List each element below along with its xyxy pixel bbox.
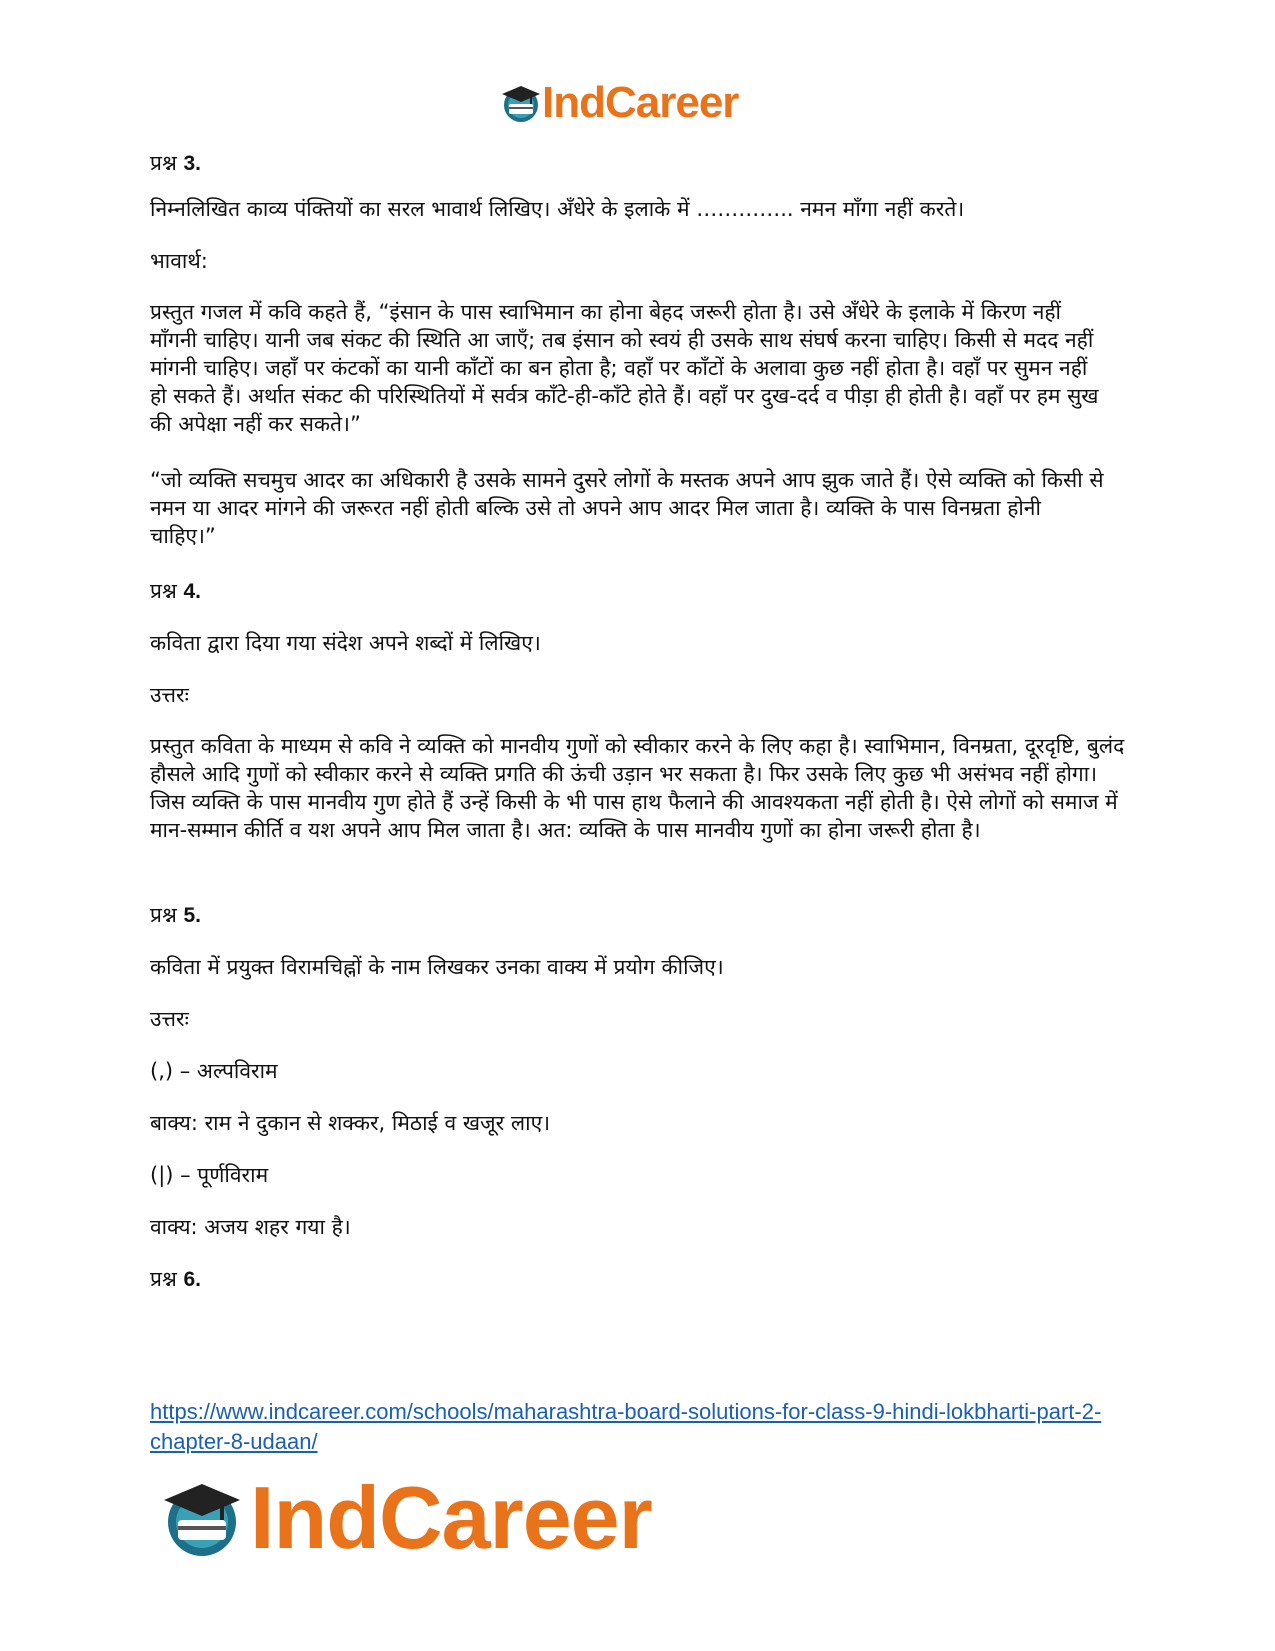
graduation-cap-book-icon <box>500 82 542 124</box>
answer-3-paragraph-1: प्रस्तुत गजल में कवि कहते हैं, “इंसान के पास स्वाभिमान का होना बेहद जरूरी होता है। उसे अँधेरे के इलाके में किरण नहीं माँगनी चाहिए। यानी जब संकट की स्थिति आ जाएँ; तब इंसान को स्वयं ही उसके साथ संघर्ष करना चाहिए। किसी से मदद नहीं मांगनी चाहिए। जहाँ पर कंटकों का यानी काँटों का बन होता है; वहाँ पर काँटों के अलावा कुछ नहीं होता है। वहाँ पर सुमन नहीं हो सकते हैं। अर्थात संकट की परिस्थितियों में सर्वत्र काँटे-ही-काँटे होते हैं। वहाँ पर दुख-दर्द व पीड़ा ही होती है। वहाँ पर हम सुख की अपेक्षा नहीं कर सकते।” <box>150 300 1099 436</box>
question-5-text: कविता में प्रयुक्त विरामचिह्नों के नाम लिखकर उनका वाक्य में प्रयोग कीजिए। <box>150 955 724 979</box>
brand-name: IndCareer <box>250 1468 652 1567</box>
answer-4-paragraph: प्रस्तुत कविता के माध्यम से कवि ने व्यक्ति को मानवीय गुणों को स्वीकार करने के लिए कहा है। स्वाभिमान, विनम्रता, दूरदृष्टि, बुलंद हौसले आदि गुणों को स्वीकार करने से व्यक्ति प्रगति की ऊंची उड़ान भर सकता है। फिर उसके लिए कुछ भी असंभव नहीं होगा। जिस व्यक्ति के पास मानवीय गुण होते हैं उन्हें किसी के भी पास हाथ फैलाने की आवश्यकता नहीं होती है। ऐसे लोगों को समाज में मान-सम्मान कीर्ति व यश अपने आप मिल जाता है। अत: व्यक्ति के पास मानवीय गुणों का होना जरूरी होता है। <box>150 734 1125 842</box>
question-6-heading: प्रश्न 6. <box>150 1267 201 1291</box>
answer-4-label: उत्तरः <box>150 683 189 707</box>
question-3-text: निम्नलिखित काव्य पंक्तियों का सरल भावार्थ लिखिए। अँधेरे के इलाके में ………….. नमन माँगा नहीं करते। <box>150 197 965 221</box>
indcareer-logo-top <box>500 78 738 128</box>
answer-5-item-2-example: वाक्य: अजय शहर गया है। <box>150 1215 351 1239</box>
answer-3-paragraph-2: “जो व्यक्ति सचमुच आदर का अधिकारी है उसके सामने दुसरे लोगों के मस्तक अपने आप झुक जाते हैं। ऐसे व्यक्ति को किसी से नमन या आदर मांगने की जरूरत नहीं होती बल्कि उसे तो अपने आप आदर मिल जाता है। व्यक्ति के पास विनम्रता होनी चाहिए।” <box>150 468 1104 548</box>
source-url-link[interactable]: https://www.indcareer.com/schools/maharashtra-board-solutions-for-class-9-hindi-lokbharti-part-2-chapter-8-udaan/ <box>150 1399 1102 1454</box>
question-4-heading: प्रश्न 4. <box>150 579 201 603</box>
answer-5-label: उत्तरः <box>150 1007 189 1031</box>
answer-5-item-1-example: बाक्य: राम ने दुकान से शक्कर, मिठाई व खजूर लाए। <box>150 1111 551 1135</box>
answer-3-label: भावार्थ: <box>150 249 208 273</box>
question-5-heading: प्रश्न 5. <box>150 903 201 927</box>
answer-5-item-2: (|) – पूर्णविराम <box>150 1163 269 1187</box>
brand-wordmark <box>542 78 738 128</box>
brand-name: IndCareer <box>542 78 739 127</box>
answer-5-item-1: (,) – अल्पविराम <box>150 1059 278 1083</box>
graduation-cap-book-icon <box>160 1476 244 1560</box>
brand-wordmark <box>250 1470 652 1566</box>
indcareer-logo-bottom <box>160 1470 652 1566</box>
question-4-text: कविता द्वारा दिया गया संदेश अपने शब्दों में लिखिए। <box>150 631 541 655</box>
question-3-heading: प्रश्न 3. <box>150 151 201 175</box>
